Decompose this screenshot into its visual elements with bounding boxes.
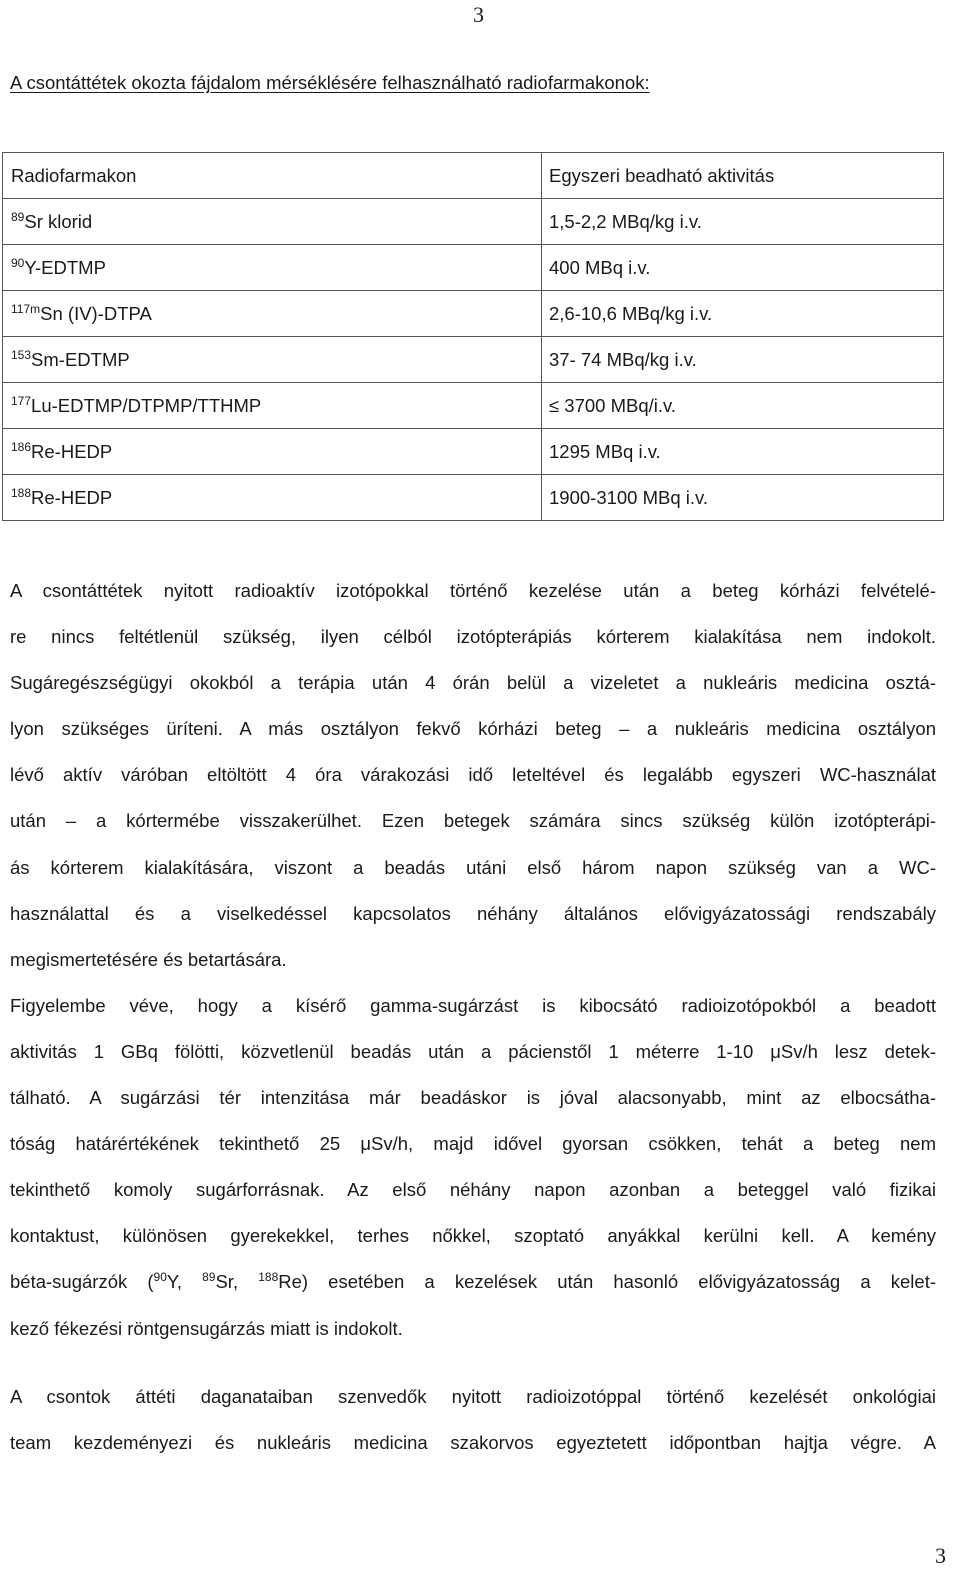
drug-name-cell xyxy=(3,475,542,521)
text-line: ás kórterem kialakítására, viszont a beadás utáni első három napon szükség van a WC- xyxy=(10,856,936,878)
drug-name-cell xyxy=(3,337,542,383)
table-row xyxy=(3,245,944,291)
activity-cell: 400 MBq i.v. xyxy=(542,245,944,291)
activity-cell: 1295 MBq i.v. xyxy=(542,429,944,475)
body-paragraph-2 xyxy=(10,1374,936,1466)
text-line: Sugáregészségügyi okokból a terápia után 4 órán belül a vizeletet a nukleáris medicina osztá- xyxy=(10,672,936,694)
table-row xyxy=(3,429,944,475)
table-row xyxy=(3,337,944,383)
text-line: team kezdeményezi és nukleáris medicina szakorvos egyeztetett időpontban hajtja végre. A xyxy=(10,1432,936,1454)
text-line: lévő aktív váróban eltöltött 4 óra várakozási idő leteltével és legalább egyszeri WC-használat xyxy=(10,764,936,786)
table-row xyxy=(3,291,944,337)
isotope-mass-number: 89 xyxy=(11,209,25,224)
text-line: A csontok áttéti daganataiban szenvedők nyitott radioizotóppal történő kezelését onkológiai xyxy=(10,1386,936,1407)
radiopharmaceutical-table xyxy=(2,152,944,521)
drug-name: Sn (IV)-DTPA xyxy=(40,302,152,324)
isotope-mass-number: 153 xyxy=(11,347,32,362)
drug-name-cell xyxy=(3,245,542,291)
text-line: lyon szükséges üríteni. A más osztályon fekvő kórházi beteg – a nukleáris medicina osztályon xyxy=(10,718,936,740)
activity-cell: 2,6-10,6 MBq/kg i.v. xyxy=(542,291,944,337)
drug-name-cell xyxy=(3,429,542,475)
isotope-mass-number: 188 xyxy=(11,485,32,500)
text-line: Figyelembe véve, hogy a kísérő gamma-sugárzást is kibocsátó radioizotópokból a beadott xyxy=(10,994,936,1016)
table-row xyxy=(3,199,944,245)
drug-name-cell xyxy=(3,383,542,429)
table-row xyxy=(3,383,944,429)
drug-name-cell xyxy=(3,199,542,245)
drug-name: Sr klorid xyxy=(24,210,93,232)
text-fragment: Sr, xyxy=(215,1271,259,1293)
drug-name: Sm-EDTMP xyxy=(31,348,130,370)
table-header-row xyxy=(3,153,944,199)
text-line: aktivitás 1 GBq fölötti, közvetlenül beadás után a pácienstől 1 méterre 1-10 μSv/h lesz detek- xyxy=(10,1040,936,1062)
isotope-mass-number: 188 xyxy=(258,1270,279,1285)
drug-name: Re-HEDP xyxy=(31,486,113,508)
text-line: re nincs feltétlenül szükség, ilyen célból izotópterápiás kórterem kialakítása nem indokolt. xyxy=(10,626,936,648)
text-line: tekinthető komoly sugárforrásnak. Az első néhány napon azonban a beteggel való fizikai xyxy=(10,1179,936,1201)
activity-cell: 37- 74 MBq/kg i.v. xyxy=(542,337,944,383)
isotope-mass-number: 117m xyxy=(11,301,41,316)
page-number: 3 xyxy=(473,2,484,27)
drug-name: Lu-EDTMP/DTPMP/TTHMP xyxy=(31,394,262,416)
header-activity: Egyszeri beadható aktivitás xyxy=(542,153,944,199)
text-line: A csontáttétek nyitott radioaktív izotópokkal történő kezelése után a beteg kórházi felvételé- xyxy=(10,580,936,601)
table-row xyxy=(3,475,944,521)
text-line: tálható. A sugárzási tér intenzitása már beadáskor is jóval alacsonyabb, mint az elbocsátha- xyxy=(10,1087,936,1109)
text-fragment: Re) esetében a kezelések után hasonló elővigyázatosság a kelet- xyxy=(278,1271,936,1293)
text-line: megismertetésére és betartására. xyxy=(10,948,287,970)
header-radiopharmaceutical: Radiofarmakon xyxy=(3,153,542,199)
text-fragment: Y, xyxy=(166,1271,203,1293)
text-line: tóság határértékének tekinthető 25 μSv/h, majd idővel gyorsan csökken, tehát a beteg nem xyxy=(10,1133,936,1155)
activity-cell: 1900-3100 MBq i.v. xyxy=(542,475,944,521)
isotope-mass-number: 89 xyxy=(202,1270,216,1285)
isotope-mass-number: 90 xyxy=(11,255,25,270)
text-line: kező fékezési röntgensugárzás miatt is indokolt. xyxy=(10,1317,403,1339)
text-line: kontaktust, különösen gyerekekkel, terhes nőkkel, szoptató anyákkal kerülni kell. A kemény xyxy=(10,1225,936,1247)
footer-page-number: 3 xyxy=(935,1543,946,1568)
activity-cell: ≤ 3700 MBq/i.v. xyxy=(542,383,944,429)
drug-name: Y-EDTMP xyxy=(24,256,106,278)
activity-cell: 1,5-2,2 MBq/kg i.v. xyxy=(542,199,944,245)
text-line: után – a kórtermébe visszakerülhet. Ezen betegek számára sincs szükség külön izotópterápi- xyxy=(10,810,936,832)
isotope-mass-number: 90 xyxy=(153,1270,167,1285)
text-line: használattal és a viselkedéssel kapcsolatos néhány általános elővigyázatossági rendszabály xyxy=(10,902,936,924)
section-heading: A csontáttétek okozta fájdalom mérséklésére felhasználható radiofarmakonok: xyxy=(10,72,650,93)
drug-name-cell xyxy=(3,291,542,337)
beta-emitters-line xyxy=(10,1259,936,1305)
body-paragraphs xyxy=(10,568,936,1352)
text-fragment: béta-sugárzók ( xyxy=(10,1271,154,1293)
isotope-mass-number: 177 xyxy=(11,393,32,408)
drug-name: Re-HEDP xyxy=(31,440,113,462)
isotope-mass-number: 186 xyxy=(11,439,32,454)
